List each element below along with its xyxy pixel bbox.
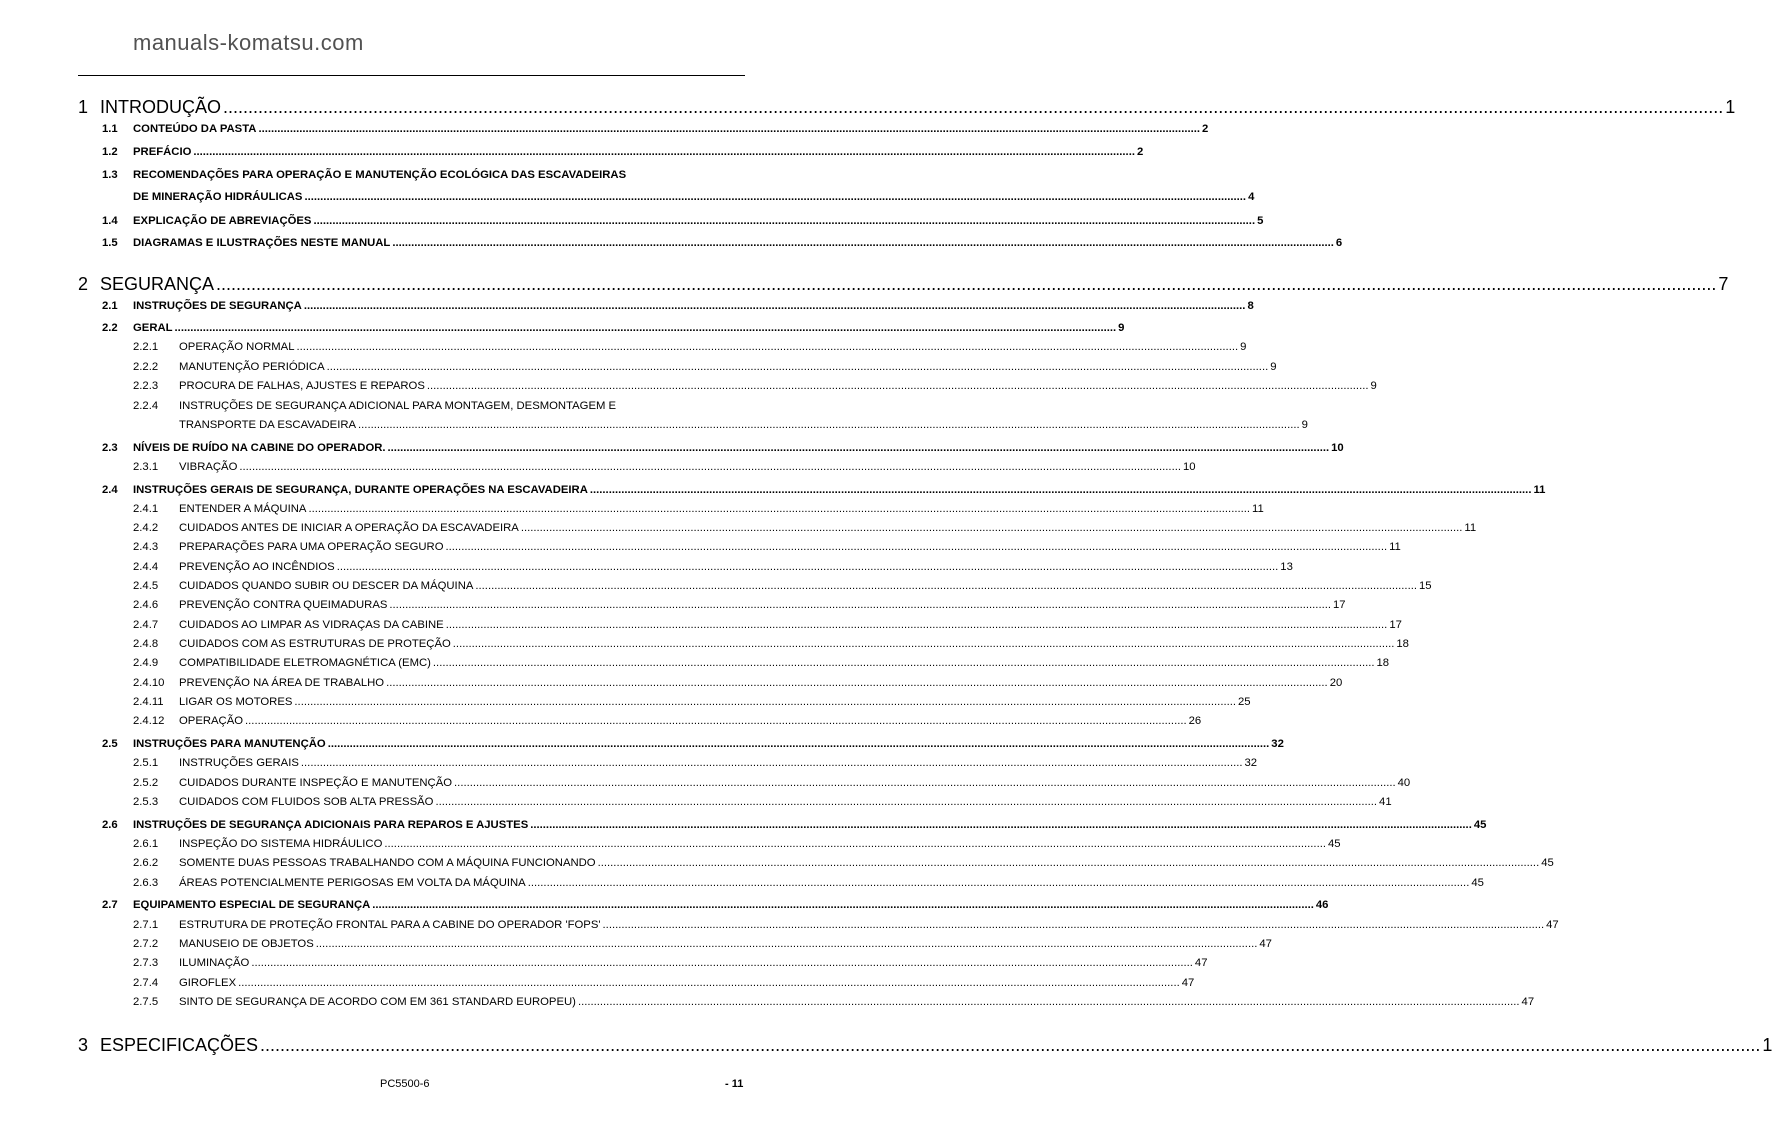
toc-entry-title: INSTRUÇÕES DE SEGURANÇA ADICIONAL PARA MONTAGEM, DESMONTAGEM E <box>179 400 617 412</box>
toc-entry-page: 11 <box>1252 503 1264 515</box>
dot-leader: ............................................................................................................................................................................................................................................................................................................ <box>296 341 1239 353</box>
toc-entry-number: 3 <box>78 1035 89 1055</box>
toc-entry-number: 2.5 <box>102 738 118 750</box>
toc-entry-page: 1 <box>1725 97 1736 117</box>
dot-leader: ............................................................................................................................................................................................................................................................................................................ <box>216 274 1717 294</box>
toc-entry[interactable] <box>133 796 1392 808</box>
toc-entry[interactable] <box>133 361 1277 373</box>
toc-entry[interactable] <box>133 657 1390 669</box>
toc-entry[interactable] <box>78 97 1736 118</box>
toc-entry[interactable] <box>133 715 1202 727</box>
toc-entry-title: CUIDADOS ANTES DE INICIAR A OPERAÇÃO DA ESCAVADEIRA <box>179 522 519 534</box>
toc-entry-title: DIAGRAMAS E ILUSTRAÇÕES NESTE MANUAL <box>133 237 391 249</box>
toc-entry-number: 2.4.3 <box>133 541 159 553</box>
toc-entry[interactable] <box>133 380 1377 392</box>
toc-entry-title: VIBRAÇÃO <box>179 461 238 473</box>
toc-entry[interactable] <box>133 461 1196 473</box>
toc-entry-title: COMPATIBILIDADE ELETROMAGNÉTICA (EMC) <box>179 657 431 669</box>
dot-leader: ............................................................................................................................................................................................................................................................................................................ <box>520 522 1463 534</box>
toc-entry-number: 1.4 <box>102 215 118 227</box>
toc-entry-number: 2.5.3 <box>133 796 159 808</box>
toc-entry-title: ILUMINAÇÃO <box>179 957 250 969</box>
toc-entry[interactable] <box>179 419 1308 431</box>
toc-entry-number: 2.4.8 <box>133 638 159 650</box>
dot-leader: ............................................................................................................................................................................................................................................................................................................ <box>530 819 1472 831</box>
toc-entry-number: 2.3 <box>102 442 118 454</box>
toc-entry-page: 5 <box>1257 215 1264 227</box>
toc-entry[interactable] <box>102 322 1125 334</box>
toc-entry-page: 15 <box>1418 580 1432 592</box>
toc-entry-number: 2.2 <box>102 322 118 334</box>
dot-leader: ............................................................................................................................................................................................................................................................................................................ <box>174 322 1117 334</box>
dot-leader: ............................................................................................................................................................................................................................................................................................................ <box>258 123 1201 135</box>
toc-entry-title: PREVENÇÃO CONTRA QUEIMADURAS <box>179 599 388 611</box>
toc-entry-page: 9 <box>1118 322 1125 334</box>
toc-entry-page: 47 <box>1194 957 1208 969</box>
toc-entry-title: INSTRUÇÕES DE SEGURANÇA ADICIONAIS PARA REPAROS E AJUSTES <box>133 819 529 831</box>
toc-entry[interactable] <box>133 957 1208 969</box>
dot-leader: ............................................................................................................................................................................................................................................................................................................ <box>454 777 1396 789</box>
dot-leader: ............................................................................................................................................................................................................................................................................................................ <box>358 419 1300 431</box>
header-rule <box>78 75 745 76</box>
dot-leader: ............................................................................................................................................................................................................................................................................................................ <box>300 757 1243 769</box>
toc-entry[interactable] <box>133 977 1195 989</box>
toc-entry-title: ESTRUTURA DE PROTEÇÃO FRONTAL PARA A CABINE DO OPERADOR 'FOPS' <box>179 919 601 931</box>
toc-entry-page: 11 <box>1464 522 1477 534</box>
toc-entry-page: 10 <box>1331 442 1344 454</box>
toc-entry-number: 2.2.4 <box>133 400 159 412</box>
toc-entry-page: 17 <box>1389 619 1402 631</box>
toc-entry-page: 45 <box>1473 819 1487 831</box>
toc-entry-title: DE MINERAÇÃO HIDRÁULICAS <box>133 191 303 203</box>
toc-entry[interactable] <box>102 819 1487 831</box>
toc-entry-page: 10 <box>1182 461 1196 473</box>
toc-entry-number: 2.4.11 <box>133 696 164 708</box>
toc-entry-page: 47 <box>1546 919 1559 931</box>
toc-entry-title: CUIDADOS QUANDO SUBIR OU DESCER DA MÁQUINA <box>179 580 474 592</box>
toc-entry-title: MANUSEIO DE OBJETOS <box>179 938 314 950</box>
toc-entry[interactable] <box>133 919 1559 931</box>
toc-entry-number: 1.1 <box>102 123 118 135</box>
toc-entry-page: 2 <box>1136 146 1144 158</box>
toc-entry[interactable] <box>133 838 1341 850</box>
toc-entry-title: INSPEÇÃO DO SISTEMA HIDRÁULICO <box>179 838 383 850</box>
toc-entry[interactable] <box>102 300 1254 312</box>
toc-entry-title: GERAL <box>133 322 173 334</box>
toc-entry[interactable] <box>102 899 1329 911</box>
dot-leader: ............................................................................................................................................................................................................................................................................................................ <box>577 996 1520 1008</box>
toc-entry-number: 2.7.2 <box>133 938 159 950</box>
toc-entry-title: EQUIPAMENTO ESPECIAL DE SEGURANÇA <box>133 899 371 911</box>
toc-entry-number: 2.2.3 <box>133 380 159 392</box>
toc-entry[interactable] <box>102 215 1264 227</box>
toc-entry[interactable] <box>133 503 1264 515</box>
toc-entry-number: 2.5.2 <box>133 777 159 789</box>
toc-entry-page: 32 <box>1271 738 1284 750</box>
toc-entry-page: 9 <box>1270 361 1277 373</box>
toc-entry-number: 2.4.5 <box>133 580 159 592</box>
toc-entry-number: 2.4.7 <box>133 619 159 631</box>
dot-leader: ............................................................................................................................................................................................................................................................................................................ <box>602 919 1545 931</box>
toc-entry-title: RECOMENDAÇÕES PARA OPERAÇÃO E MANUTENÇÃO ECOLÓGICA DAS ESCAVADEIRAS <box>133 169 627 181</box>
toc-entry-title: INSTRUÇÕES GERAIS <box>179 757 299 769</box>
toc-entry-number: 2.6.3 <box>133 877 159 889</box>
toc-entry[interactable] <box>133 757 1258 769</box>
toc-entry-title: EXPLICAÇÃO DE ABREVIAÇÕES <box>133 215 312 227</box>
toc-entry-number: 2.4.4 <box>133 561 159 573</box>
toc-entry[interactable] <box>102 738 1284 750</box>
toc-entry[interactable] <box>133 996 1535 1008</box>
toc-entry-number: 2.7.5 <box>133 996 159 1008</box>
toc-entry-title: PROCURA DE FALHAS, AJUSTES E REPAROS <box>179 380 425 392</box>
dot-leader: ............................................................................................................................................................................................................................................................................................................ <box>223 97 1724 117</box>
toc-entry-page: 20 <box>1329 677 1343 689</box>
toc-entry[interactable] <box>133 857 1554 869</box>
toc-entry[interactable] <box>102 146 1144 158</box>
toc-entry-page: 6 <box>1335 237 1343 249</box>
dot-leader: ............................................................................................................................................................................................................................................................................................................ <box>245 715 1187 727</box>
toc-entry-title: INSTRUÇÕES PARA MANUTENÇÃO <box>133 738 326 750</box>
toc-entry-number: 2.4.2 <box>133 522 159 534</box>
toc-entry-title: NÍVEIS DE RUÍDO NA CABINE DO OPERADOR. <box>133 442 386 454</box>
dot-leader: ............................................................................................................................................................................................................................................................................................................ <box>445 619 1388 631</box>
toc-entry-page: 47 <box>1521 996 1535 1008</box>
toc-entry-page: 1 <box>1762 1035 1772 1055</box>
toc-entry-title: LIGAR OS MOTORES <box>179 696 293 708</box>
dot-leader: ............................................................................................................................................................................................................................................................................................................ <box>313 215 1256 227</box>
dot-leader: ............................................................................................................................................................................................................................................................................................................ <box>445 541 1388 553</box>
dot-leader: ............................................................................................................................................................................................................................................................................................................ <box>589 484 1532 496</box>
toc-entry-number: 2.7.4 <box>133 977 159 989</box>
toc-entry-title: MANUTENÇÃO PERIÓDICA <box>179 361 325 373</box>
toc-entry-page: 41 <box>1379 796 1392 808</box>
dot-leader: ............................................................................................................................................................................................................................................................................................................ <box>294 696 1237 708</box>
dot-leader: ............................................................................................................................................................................................................................................................................................................ <box>372 899 1314 911</box>
toc-entry-title: PREVENÇÃO AO INCÊNDIOS <box>179 561 335 573</box>
toc-entry-number: 2.4.10 <box>133 677 165 689</box>
toc-entry-title: CUIDADOS COM AS ESTRUTURAS DE PROTEÇÃO <box>179 638 451 650</box>
toc-entry-page: 40 <box>1397 777 1411 789</box>
toc-entry-page: 46 <box>1315 899 1329 911</box>
toc-entry-number: 2.4 <box>102 484 118 496</box>
toc-entry-page: 45 <box>1471 877 1484 889</box>
dot-leader: ............................................................................................................................................................................................................................................................................................................ <box>432 657 1375 669</box>
toc-entry-number: 1.2 <box>102 146 118 158</box>
toc-entry-page: 45 <box>1541 857 1554 869</box>
toc-entry-number: 2.5.1 <box>133 757 159 769</box>
toc-entry-title: ÁREAS POTENCIALMENTE PERIGOSAS EM VOLTA DA MÁQUINA <box>179 877 526 889</box>
toc-entry-title: GIROFLEX <box>179 977 237 989</box>
toc-entry-number: 1 <box>78 97 89 117</box>
toc-entry-title: SOMENTE DUAS PESSOAS TRABALHANDO COM A MÁQUINA FUNCIONANDO <box>179 857 596 869</box>
toc-entry-page: 13 <box>1280 561 1293 573</box>
toc-entry-number: 2.7 <box>102 899 118 911</box>
toc-entry-number: 2.7.1 <box>133 919 159 931</box>
toc-entry-page: 32 <box>1244 757 1258 769</box>
toc-entry[interactable] <box>133 696 1251 708</box>
toc-entry-number: 2.6 <box>102 819 118 831</box>
toc-entry[interactable] <box>133 341 1247 353</box>
dot-leader: ............................................................................................................................................................................................................................................................................................................ <box>597 857 1540 869</box>
toc-entry-title: TRANSPORTE DA ESCAVADEIRA <box>179 419 357 431</box>
toc-entry-number: 2 <box>78 274 89 294</box>
toc-entry-number: 2.6.1 <box>133 838 159 850</box>
toc-entry-page: 9 <box>1301 419 1308 431</box>
toc-entry-title: INSTRUÇÕES DE SEGURANÇA <box>133 300 302 312</box>
dot-leader: ............................................................................................................................................................................................................................................................................................................ <box>452 638 1395 650</box>
toc-entry-title: OPERAÇÃO <box>179 715 244 727</box>
toc-entry-page: 47 <box>1181 977 1195 989</box>
toc-entry-page: 26 <box>1188 715 1202 727</box>
toc-entry[interactable] <box>133 191 1255 203</box>
toc-entry-number: 2.4.1 <box>133 503 159 515</box>
dot-leader: ............................................................................................................................................................................................................................................................................................................ <box>193 146 1135 158</box>
toc-entry-page: 8 <box>1247 300 1254 312</box>
dot-leader: ............................................................................................................................................................................................................................................................................................................ <box>303 300 1246 312</box>
toc-entry-title: SINTO DE SEGURANÇA DE ACORDO COM EM 361 STANDARD EUROPEU) <box>179 996 576 1008</box>
toc-entry[interactable] <box>78 274 1729 295</box>
footer-model: PC5500-6 <box>380 1078 430 1090</box>
toc-entry-number: 2.7.3 <box>133 957 159 969</box>
toc-entry-title: SEGURANÇA <box>100 274 215 294</box>
dot-leader: ............................................................................................................................................................................................................................................................................................................ <box>384 838 1326 850</box>
toc-entry[interactable] <box>133 541 1401 553</box>
toc-entry-title: ESPECIFICAÇÕES <box>100 1035 259 1055</box>
toc-entry-title: ENTENDER A MÁQUINA <box>179 503 307 515</box>
dot-leader: ............................................................................................................................................................................................................................................................................................................ <box>426 380 1369 392</box>
dot-leader: ............................................................................................................................................................................................................................................................................................................ <box>327 738 1270 750</box>
toc-entry-number: 2.3.1 <box>133 461 159 473</box>
toc-entry-number: 2.4.12 <box>133 715 165 727</box>
toc-entry-page: 4 <box>1248 191 1255 203</box>
toc-entry-title: PREVENÇÃO NA ÁREA DE TRABALHO <box>179 677 385 689</box>
toc-entry-title: OPERAÇÃO NORMAL <box>179 341 295 353</box>
toc-entry[interactable] <box>102 484 1546 496</box>
toc-entry[interactable] <box>133 638 1409 650</box>
dot-leader: ............................................................................................................................................................................................................................................................................................................ <box>308 503 1251 515</box>
toc-entry-title: CUIDADOS DURANTE INSPEÇÃO E MANUTENÇÃO <box>179 777 453 789</box>
toc-entry-page: 18 <box>1376 657 1390 669</box>
toc-entry-number: 2.4.9 <box>133 657 159 669</box>
toc-entry-title: CONTEÚDO DA PASTA <box>133 123 257 135</box>
toc-entry[interactable] <box>133 938 1272 950</box>
dot-leader: ............................................................................................................................................................................................................................................................................................................ <box>392 237 1334 249</box>
dot-leader: ............................................................................................................................................................................................................................................................................................................ <box>389 599 1331 611</box>
dot-leader: ............................................................................................................................................................................................................................................................................................................ <box>475 580 1417 592</box>
dot-leader: ............................................................................................................................................................................................................................................................................................................ <box>326 361 1269 373</box>
toc-entry-number: 2.2.1 <box>133 341 159 353</box>
dot-leader: ............................................................................................................................................................................................................................................................................................................ <box>260 1035 1761 1055</box>
watermark: manuals-komatsu.com <box>133 30 364 55</box>
toc-entry[interactable] <box>133 777 1411 789</box>
toc-entry-number: 1.5 <box>102 237 118 249</box>
toc-entry-page: 9 <box>1370 380 1377 392</box>
toc-entry[interactable] <box>102 123 1209 135</box>
toc-entry-line[interactable] <box>133 400 737 412</box>
dot-leader: ............................................................................................................................................................................................................................................................................................................ <box>336 561 1279 573</box>
toc-entry-page: 25 <box>1238 696 1251 708</box>
dot-leader: ............................................................................................................................................................................................................................................................................................................ <box>387 442 1330 454</box>
dot-leader: ............................................................................................................................................................................................................................................................................................................ <box>315 938 1258 950</box>
toc-entry[interactable] <box>133 599 1346 611</box>
toc-entry-title: PREPARAÇÕES PARA UMA OPERAÇÃO SEGURO <box>179 541 444 553</box>
toc-entry-page: 7 <box>1718 274 1729 294</box>
toc-entry-page: 47 <box>1259 938 1272 950</box>
toc-entry-title: INSTRUÇÕES GERAIS DE SEGURANÇA, DURANTE OPERAÇÕES NA ESCAVADEIRA <box>133 484 588 496</box>
toc-entry[interactable] <box>133 522 1477 534</box>
toc-entry-page: 18 <box>1396 638 1409 650</box>
toc-entry-number: 1.3 <box>102 169 118 181</box>
toc-entry-title: CUIDADOS COM FLUIDOS SOB ALTA PRESSÃO <box>179 796 434 808</box>
dot-leader: ............................................................................................................................................................................................................................................................................................................ <box>435 796 1378 808</box>
dot-leader: ............................................................................................................................................................................................................................................................................................................ <box>386 677 1328 689</box>
dot-leader: ............................................................................................................................................................................................................................................................................................................ <box>239 461 1181 473</box>
toc-entry[interactable] <box>133 877 1484 889</box>
toc-entry[interactable] <box>102 237 1343 249</box>
toc-entry-page: 2 <box>1202 123 1209 135</box>
dot-leader: ............................................................................................................................................................................................................................................................................................................ <box>251 957 1193 969</box>
toc-entry[interactable] <box>133 580 1432 592</box>
dot-leader: ............................................................................................................................................................................................................................................................................................................ <box>527 877 1470 889</box>
dot-leader: ............................................................................................................................................................................................................................................................................................................ <box>304 191 1247 203</box>
toc-entry-page: 17 <box>1333 599 1346 611</box>
toc-entry-page: 11 <box>1389 541 1401 553</box>
toc-entry[interactable] <box>102 442 1344 454</box>
toc-entry-title: INTRODUÇÃO <box>100 97 221 117</box>
footer-page-number: - 11 <box>725 1078 744 1090</box>
toc-entry-number: 2.2.2 <box>133 361 159 373</box>
toc-entry-page: 11 <box>1533 484 1546 496</box>
toc-entry-page: 9 <box>1240 341 1247 353</box>
dot-leader: ............................................................................................................................................................................................................................................................................................................ <box>238 977 1180 989</box>
toc-entry-number: 2.1 <box>102 300 118 312</box>
toc-entry-page: 45 <box>1327 838 1341 850</box>
toc-entry[interactable] <box>133 561 1293 573</box>
toc-entry[interactable] <box>133 619 1402 631</box>
toc-entry-number: 2.6.2 <box>133 857 159 869</box>
toc-entry-title: CUIDADOS AO LIMPAR AS VIDRAÇAS DA CABINE <box>179 619 444 631</box>
toc-entry[interactable] <box>133 677 1343 689</box>
toc-entry-title: PREFÁCIO <box>133 146 192 158</box>
toc-entry-line[interactable] <box>102 169 737 181</box>
toc-entry-number: 2.4.6 <box>133 599 159 611</box>
toc-entry[interactable] <box>78 1035 1772 1056</box>
